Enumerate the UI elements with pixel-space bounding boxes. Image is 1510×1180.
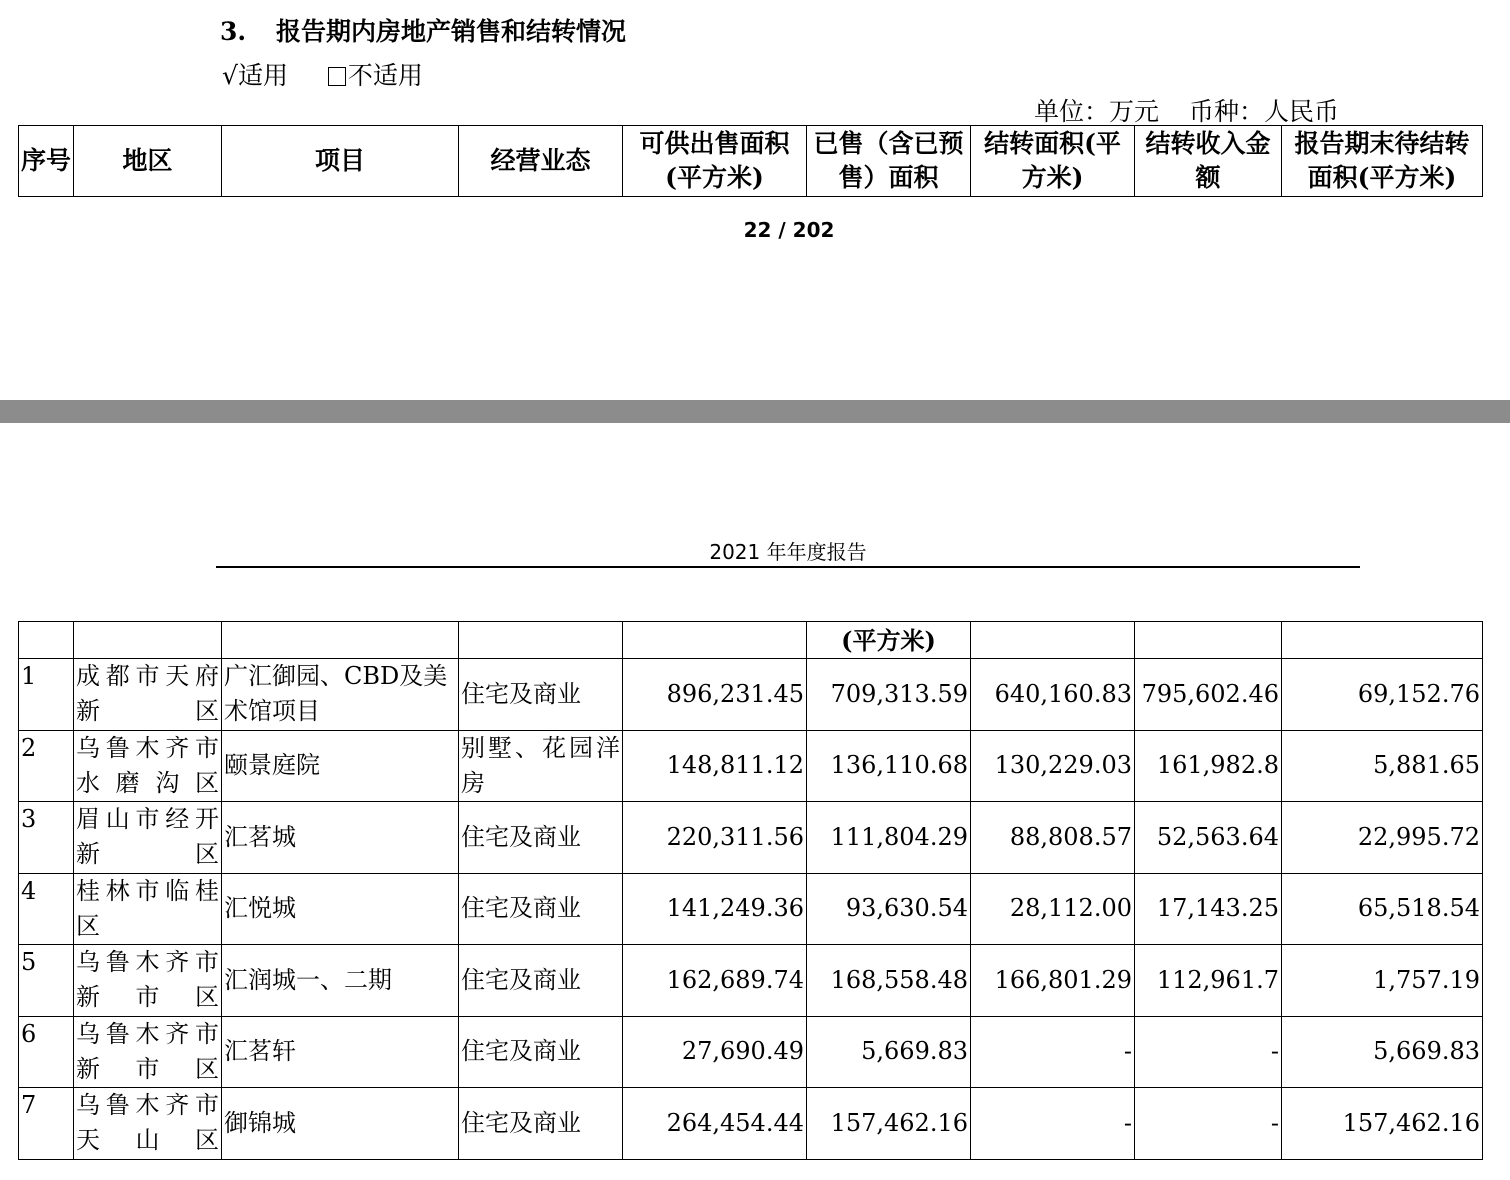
units-line [1034, 92, 1339, 128]
row-pending-area: 69,152.76 [1282, 659, 1483, 731]
row-available-area: 27,690.49 [623, 1016, 807, 1088]
row-pending-area: 157,462.16 [1282, 1088, 1483, 1160]
row-no: 1 [19, 659, 74, 731]
row-available-area: 148,811.12 [623, 730, 807, 802]
header-region: 地区 [74, 126, 222, 197]
row-settled-area: 28,112.00 [971, 873, 1135, 945]
row-pending-area: 65,518.54 [1282, 873, 1483, 945]
row-pending-area: 1,757.19 [1282, 945, 1483, 1017]
row-settled-area: 130,229.03 [971, 730, 1135, 802]
check-mark-icon: √ [222, 61, 238, 90]
row-sold-area: 111,804.29 [807, 802, 971, 874]
row-settled-revenue: 17,143.25 [1135, 873, 1282, 945]
row-available-area: 141,249.36 [623, 873, 807, 945]
row-business: 住宅及商业 [459, 1016, 623, 1088]
table-row [19, 873, 1483, 945]
unit-label: 单位：万元 [1034, 97, 1160, 126]
row-settled-area: - [971, 1016, 1135, 1088]
applicability-options [222, 56, 455, 92]
row-available-area: 264,454.44 [623, 1088, 807, 1160]
table-row [19, 1088, 1483, 1160]
not-applicable-label: 不适用 [347, 61, 423, 90]
row-business: 住宅及商业 [459, 873, 623, 945]
row-sold-area: 5,669.83 [807, 1016, 971, 1088]
page-number: 22 / 202 [743, 218, 835, 242]
header-no: 序号 [19, 126, 74, 197]
header-settled-revenue: 结转收入金额 [1135, 126, 1282, 197]
header-table [18, 125, 1483, 197]
header-continuation-row [19, 622, 1483, 659]
page-separator [0, 400, 1510, 423]
row-business: 住宅及商业 [459, 802, 623, 874]
empty-checkbox-icon [328, 67, 346, 86]
header-sold-area: 已售（含已预售）面积 [807, 126, 971, 197]
row-region: 乌鲁木齐市新市区 [74, 945, 222, 1017]
table-row [19, 659, 1483, 731]
row-region: 眉山市经开新区 [74, 802, 222, 874]
row-pending-area: 5,669.83 [1282, 1016, 1483, 1088]
row-settled-revenue: 161,982.8 [1135, 730, 1282, 802]
row-pending-area: 5,881.65 [1282, 730, 1483, 802]
row-settled-revenue: 52,563.64 [1135, 802, 1282, 874]
header-settled-area: 结转面积(平方米) [971, 126, 1135, 197]
row-no: 4 [19, 873, 74, 945]
row-business: 住宅及商业 [459, 1088, 623, 1160]
row-settled-revenue: 112,961.7 [1135, 945, 1282, 1017]
section-number: 3. [220, 17, 247, 46]
applicable-option [222, 56, 288, 92]
row-no: 6 [19, 1016, 74, 1088]
section-title-text: 报告期内房地产销售和结转情况 [276, 17, 627, 46]
row-settled-revenue: 795,602.46 [1135, 659, 1282, 731]
row-region: 桂林市临桂区 [74, 873, 222, 945]
header-available-area: 可供出售面积(平方米) [623, 126, 807, 197]
table-row [19, 802, 1483, 874]
section-title [220, 12, 626, 48]
row-project: 广汇御园、CBD及美术馆项目 [222, 659, 459, 731]
row-region: 乌鲁木齐市水磨沟区 [74, 730, 222, 802]
header-project: 项目 [222, 126, 459, 197]
row-settled-revenue: - [1135, 1088, 1282, 1160]
row-project: 汇悦城 [222, 873, 459, 945]
row-project: 颐景庭院 [222, 730, 459, 802]
row-sold-area: 157,462.16 [807, 1088, 971, 1160]
row-sold-area: 709,313.59 [807, 659, 971, 731]
row-settled-area: 166,801.29 [971, 945, 1135, 1017]
not-applicable-option [328, 56, 423, 92]
row-region: 乌鲁木齐市新市区 [74, 1016, 222, 1088]
sold-area-header-cont: (平方米) [807, 622, 971, 659]
row-business: 住宅及商业 [459, 945, 623, 1017]
row-no: 2 [19, 730, 74, 802]
row-settled-area: - [971, 1088, 1135, 1160]
report-header: 2021 年年度报告 [709, 540, 867, 564]
row-pending-area: 22,995.72 [1282, 802, 1483, 874]
header-rule [216, 566, 1360, 568]
row-business: 住宅及商业 [459, 659, 623, 731]
row-region: 成都市天府新区 [74, 659, 222, 731]
row-no: 5 [19, 945, 74, 1017]
row-no: 3 [19, 802, 74, 874]
row-region: 乌鲁木齐市天山区 [74, 1088, 222, 1160]
row-no: 7 [19, 1088, 74, 1160]
applicable-label: 适用 [237, 61, 288, 90]
row-project: 御锦城 [222, 1088, 459, 1160]
row-project: 汇茗城 [222, 802, 459, 874]
row-available-area: 162,689.74 [623, 945, 807, 1017]
row-settled-area: 640,160.83 [971, 659, 1135, 731]
table-row [19, 1016, 1483, 1088]
row-available-area: 896,231.45 [623, 659, 807, 731]
data-table [18, 621, 1483, 1160]
row-business: 别墅、花园洋房 [459, 730, 623, 802]
row-available-area: 220,311.56 [623, 802, 807, 874]
currency-label: 币种：人民币 [1189, 97, 1340, 126]
row-sold-area: 168,558.48 [807, 945, 971, 1017]
header-pending-area: 报告期末待结转面积(平方米) [1282, 126, 1483, 197]
row-project: 汇润城一、二期 [222, 945, 459, 1017]
row-settled-area: 88,808.57 [971, 802, 1135, 874]
row-sold-area: 93,630.54 [807, 873, 971, 945]
row-project: 汇茗轩 [222, 1016, 459, 1088]
row-settled-revenue: - [1135, 1016, 1282, 1088]
header-business: 经营业态 [459, 126, 623, 197]
row-sold-area: 136,110.68 [807, 730, 971, 802]
table-row [19, 730, 1483, 802]
table-row [19, 945, 1483, 1017]
